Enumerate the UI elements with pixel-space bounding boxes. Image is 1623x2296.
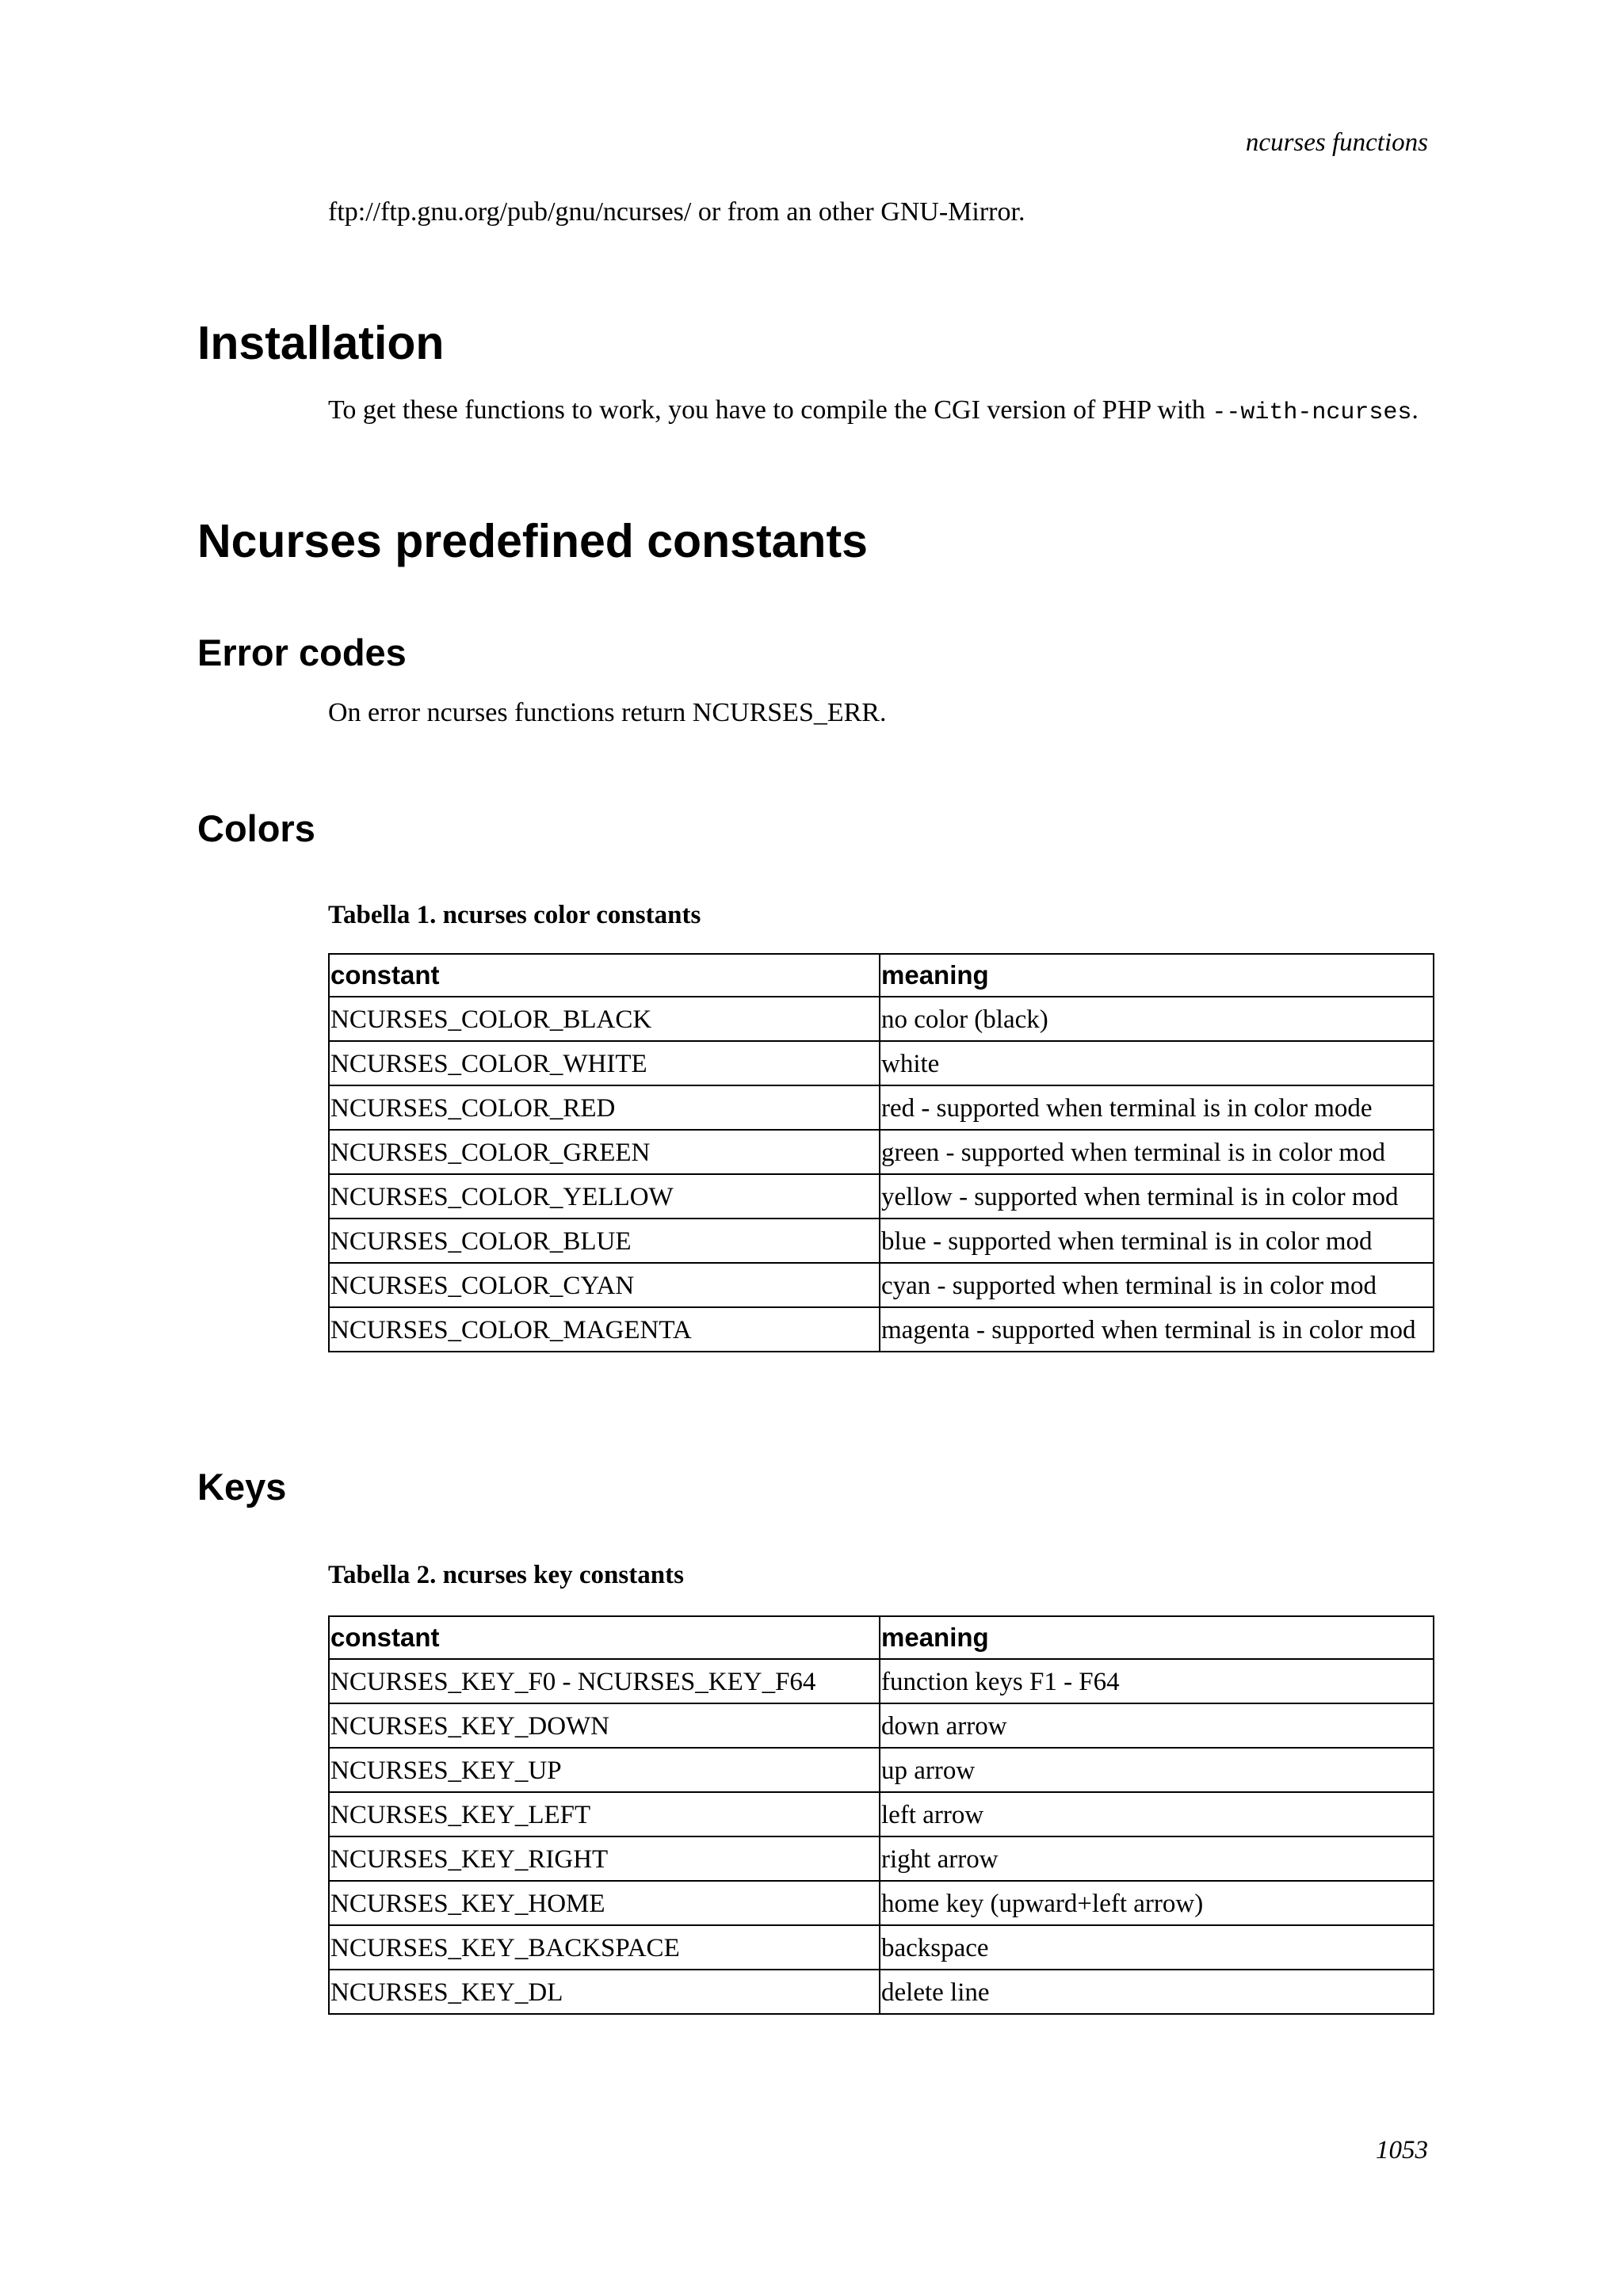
- meaning-cell: no color (black): [880, 997, 1434, 1041]
- installation-code: --with-ncurses: [1212, 399, 1412, 426]
- colors-heading: Colors: [197, 807, 315, 849]
- constant-cell: NCURSES_KEY_LEFT: [329, 1792, 880, 1836]
- meaning-cell: delete line: [880, 1970, 1434, 2014]
- meaning-cell: backspace: [880, 1925, 1434, 1970]
- table-row: [329, 1219, 1434, 1263]
- installation-heading: Installation: [197, 317, 445, 369]
- meaning-cell: function keys F1 - F64: [880, 1659, 1434, 1703]
- constant-cell: NCURSES_KEY_RIGHT: [329, 1836, 880, 1881]
- constant-cell: NCURSES_KEY_DOWN: [329, 1703, 880, 1748]
- column-header-meaning: meaning: [880, 1616, 1434, 1659]
- meaning-cell: yellow - supported when terminal is in color mod: [880, 1174, 1434, 1219]
- table-row: [329, 1836, 1434, 1881]
- table-row: [329, 1659, 1434, 1703]
- table-row: [329, 1085, 1434, 1130]
- constant-cell: NCURSES_KEY_DL: [329, 1970, 880, 2014]
- table-row: [329, 1925, 1434, 1970]
- table-header-row: [329, 954, 1434, 997]
- constant-cell: NCURSES_COLOR_WHITE: [329, 1041, 880, 1085]
- running-header: ncurses functions: [1245, 128, 1428, 157]
- meaning-cell: green - supported when terminal is in color mod: [880, 1130, 1434, 1174]
- constant-cell: NCURSES_COLOR_CYAN: [329, 1263, 880, 1307]
- table-row: [329, 1881, 1434, 1925]
- color-constants-table: [328, 953, 1434, 1352]
- installation-text: [328, 394, 1419, 429]
- key-constants-table: [328, 1615, 1434, 2015]
- table-row: [329, 1970, 1434, 2014]
- error-codes-heading: Error codes: [197, 631, 407, 673]
- color-table-caption: Tabella 1. ncurses color constants: [328, 901, 701, 929]
- intro-text: ftp://ftp.gnu.org/pub/gnu/ncurses/ or from an other GNU-Mirror.: [328, 197, 1025, 227]
- column-header-meaning: meaning: [880, 954, 1434, 997]
- meaning-cell: white: [880, 1041, 1434, 1085]
- installation-text-before: To get these functions to work, you have to compile the CGI version of PHP with: [328, 395, 1212, 425]
- table-row: [329, 1792, 1434, 1836]
- table-row: [329, 1041, 1434, 1085]
- table-row: [329, 1174, 1434, 1219]
- meaning-cell: left arrow: [880, 1792, 1434, 1836]
- constant-cell: NCURSES_COLOR_MAGENTA: [329, 1307, 880, 1352]
- constant-cell: NCURSES_KEY_UP: [329, 1748, 880, 1792]
- constant-cell: NCURSES_COLOR_BLUE: [329, 1219, 880, 1263]
- constant-cell: NCURSES_COLOR_RED: [329, 1085, 880, 1130]
- column-header-constant: constant: [329, 954, 880, 997]
- page-number: 1053: [1376, 2136, 1428, 2164]
- table-row: [329, 1130, 1434, 1174]
- table-row: [329, 1748, 1434, 1792]
- constants-heading: Ncurses predefined constants: [197, 515, 868, 567]
- meaning-cell: blue - supported when terminal is in color mod: [880, 1219, 1434, 1263]
- constant-cell: NCURSES_KEY_F0 - NCURSES_KEY_F64: [329, 1659, 880, 1703]
- keys-heading: Keys: [197, 1466, 287, 1508]
- constant-cell: NCURSES_KEY_HOME: [329, 1881, 880, 1925]
- table-row: [329, 1307, 1434, 1352]
- constant-cell: NCURSES_COLOR_YELLOW: [329, 1174, 880, 1219]
- key-table-caption: Tabella 2. ncurses key constants: [328, 1561, 684, 1589]
- meaning-cell: home key (upward+left arrow): [880, 1881, 1434, 1925]
- table-row: [329, 1703, 1434, 1748]
- meaning-cell: red - supported when terminal is in color mode: [880, 1085, 1434, 1130]
- meaning-cell: right arrow: [880, 1836, 1434, 1881]
- installation-text-after: .: [1411, 395, 1419, 425]
- meaning-cell: up arrow: [880, 1748, 1434, 1792]
- constant-cell: NCURSES_KEY_BACKSPACE: [329, 1925, 880, 1970]
- error-codes-text: On error ncurses functions return NCURSES_ERR.: [328, 698, 887, 727]
- table-row: [329, 1263, 1434, 1307]
- constant-cell: NCURSES_COLOR_GREEN: [329, 1130, 880, 1174]
- column-header-constant: constant: [329, 1616, 880, 1659]
- meaning-cell: down arrow: [880, 1703, 1434, 1748]
- table-header-row: [329, 1616, 1434, 1659]
- meaning-cell: cyan - supported when terminal is in color mod: [880, 1263, 1434, 1307]
- constant-cell: NCURSES_COLOR_BLACK: [329, 997, 880, 1041]
- meaning-cell: magenta - supported when terminal is in color mod: [880, 1307, 1434, 1352]
- table-row: [329, 997, 1434, 1041]
